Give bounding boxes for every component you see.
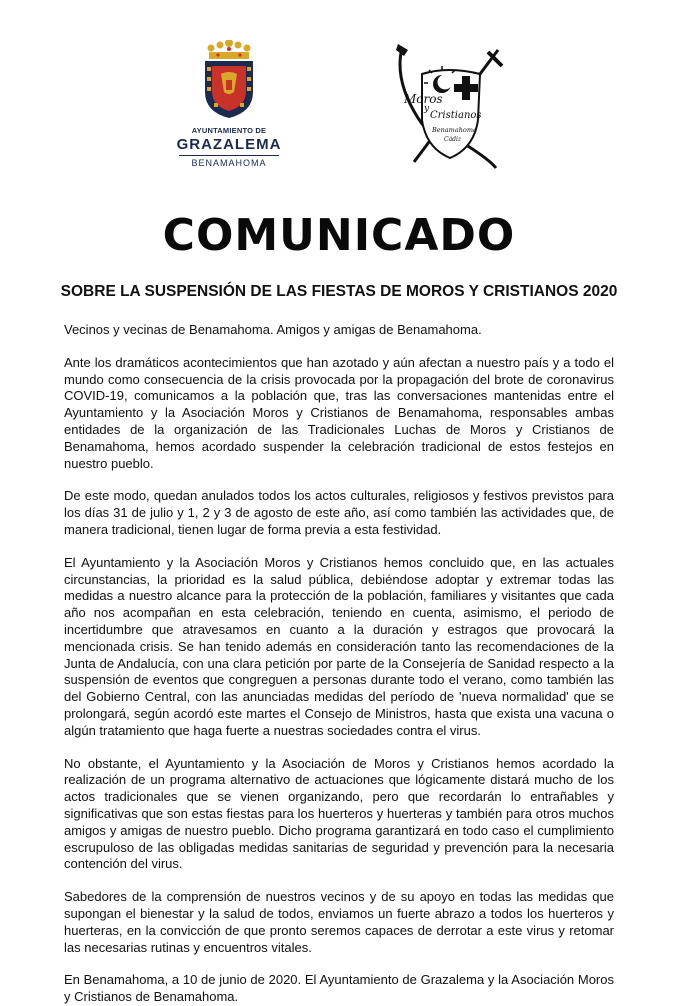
paragraph-closing: Sabedores de la comprensión de nuestros vecinos y de su apoyo en todas las medidas que supongan el bienestar y la salud de todos, enviamos un fuerte abrazo a todos los huerteros y huerteras, en la convicción de que pronto seremos capaces de derrotar a este virus y retomar las necesarias rutinas y encuentros vitales. <box>64 889 614 955</box>
paragraph-alternative-program: No obstante, el Ayuntamiento y la Asociación de Moros y Cristianos hemos acordado la realización de un programa alternativo de actuaciones que lógicamente distará mucho de los actos tradicionales que se vienen organizando, pero que recordarán lo entrañables y significativas que son estas fiestas para los huerteros y huerteras y también para otros muchos amigos y amigas de nuestro pueblo. Dicho programa garantizará en todo caso el cumplimiento escrupuloso de las obligadas medidas sanitarias de seguridad y prevención para la necesaria contención del virus. <box>64 755 614 872</box>
page-subtitle: SOBRE LA SUSPENSIÓN DE LAS FIESTAS DE MOROS Y CRISTIANOS 2020 <box>60 283 618 300</box>
org-name: GRAZALEMA <box>176 136 282 153</box>
paragraph-reasons: El Ayuntamiento y la Asociación Moros y Cristianos hemos concluido que, en las actuales circunstancias, la prioridad es la salud pública, debiéndose adoptar y extremar todas las medidas a nuestro alcance para la protección de la población, familiares y visitantes que cada año nos acompañan en esta celebración, teniendo en cuenta, asimismo, el periodo de incertidumbre que atravesamos en cuanto a la duración y estragos que provocará la mencionada crisis. Se han tenido además en consideración tanto las recomendaciones de la Junta de Andalucía, con una clara petición por parte de la Consejería de Sanidad respecto a la suspensión de eventos que congreguen a personas durante todo el verano, como también las del Gobierno Central, con las anunciadas medidas del período de 'nueva normalidad' que se prolongará, según acordó este martes el Consejo de Ministros, hasta que exista una vacuna o algún tratamiento que haga fuerte a nuestras sociedades contra el virus. <box>64 554 614 738</box>
org-divider <box>179 155 279 156</box>
emblem-line-3: Cristianos <box>430 110 482 121</box>
org-subname: BENAMAHOMA <box>191 158 267 168</box>
paragraph-signature: En Benamahoma, a 10 de junio de 2020. El Ayuntamiento de Grazalema y la Asociación Moros y Cristianos de Benamahoma. <box>64 972 614 1005</box>
page-title: COMUNICADO <box>162 210 516 261</box>
paragraph-greeting: Vecinos y vecinas de Benamahoma. Amigos y amigas de Benamahoma. <box>64 322 482 337</box>
grazalema-logo <box>168 40 290 190</box>
grazalema-coat-of-arms-icon <box>201 40 257 120</box>
org-prefix: AYUNTAMIENTO DE <box>191 126 267 135</box>
communique-body <box>64 322 614 1006</box>
emblem-line-1: Moros <box>404 92 443 106</box>
moros-y-cristianos-shield-icon <box>388 40 510 172</box>
paragraph-cancellations: De este modo, quedan anulados todos los actos culturales, religiosos y festivos previstos para los días 31 de julio y 1, 2 y 3 de agosto de este año, así como también las actividades que, de manera tradicional, tienen lugar de forma previa a esta festividad. <box>64 488 614 537</box>
emblem-line-4: Benamahoma <box>432 126 477 134</box>
emblem-line-2: y <box>424 104 430 114</box>
emblem-line-5: Cádiz <box>444 136 462 143</box>
moros-y-cristianos-logo <box>388 40 510 172</box>
paragraph-announcement: Ante los dramáticos acontecimientos que han azotado y aún afectan a nuestro país y a todo el mundo como consecuencia de la crisis provocada por la propagación del brote de coronavirus COVID-19, comunicamos a la población que, tras las conversaciones mantenidas entre el Ayuntamiento y la Asociación Moros y Cristianos de Benamahoma, responsables ambas entidades de la organización de las Tradicionales Luchas de Moros y Cristianos de Benamahoma, hemos acordado suspender la celebración tradicional de estos festejos en nuestro pueblo. <box>64 354 614 471</box>
